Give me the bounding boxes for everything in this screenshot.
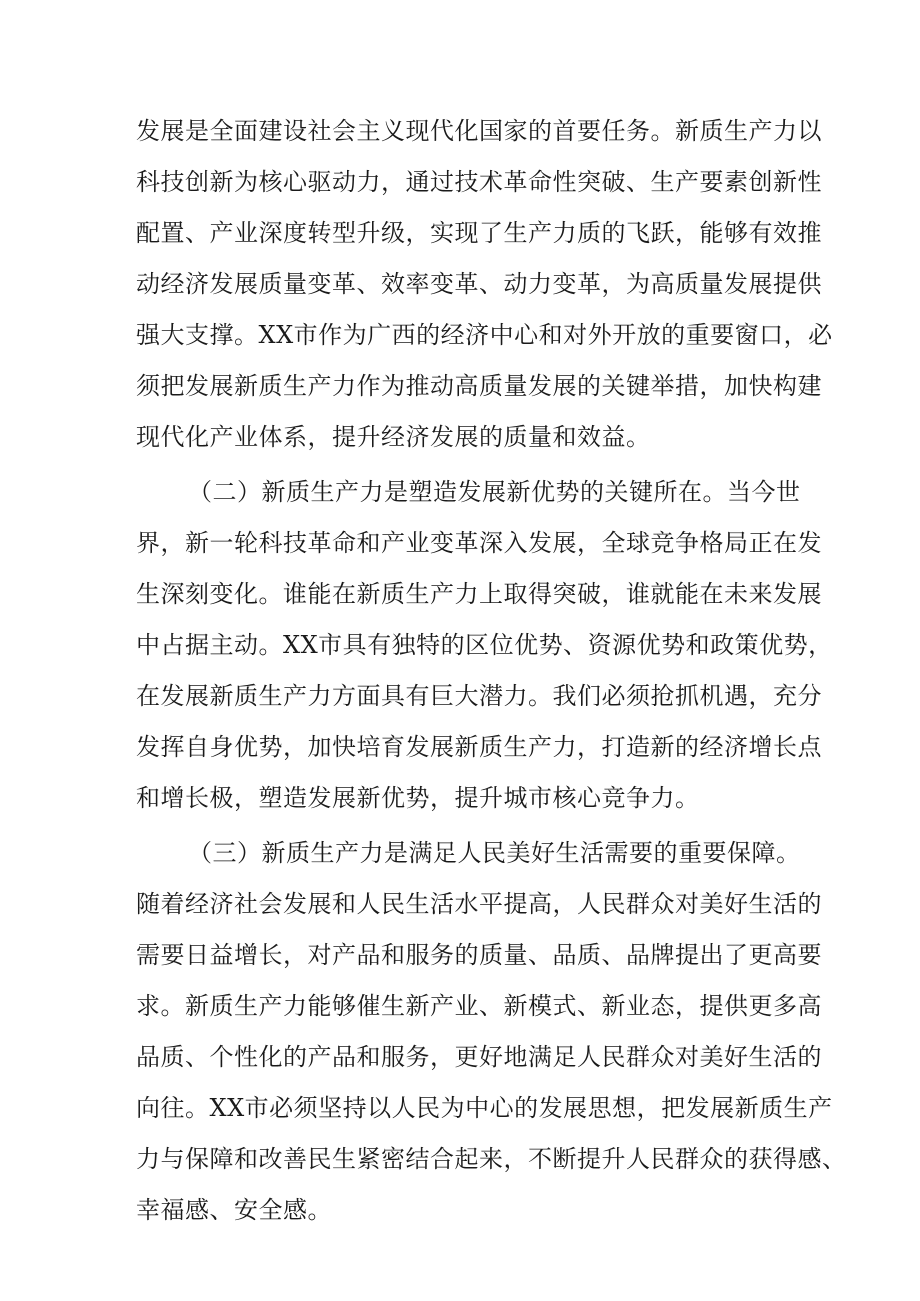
paragraph-3-line-6: 向往。XX市必须坚持以人民为中心的发展思想，把发展新质生产: [136, 1094, 833, 1122]
paragraph-2-line-6: 发挥自身优势，加快培育发展新质生产力，打造新的经济增长点: [136, 733, 822, 761]
paragraph-2-line-5: 在发展新质生产力方面具有巨大潜力。我们必须抢抓机遇，充分: [136, 682, 822, 710]
paragraph-3-line-2: 随着经济社会发展和人民生活水平提高，人民群众对美好生活的: [136, 890, 822, 918]
paragraph-3-line-1: （三）新质生产力是满足人民美好生活需要的重要保障。: [188, 839, 801, 867]
paragraph-2-line-7: 和增长极，塑造发展新优势，提升城市核心竞争力。: [136, 784, 700, 812]
paragraph-1-line-3: 配置、产业深度转型升级，实现了生产力质的飞跃，能够有效推: [136, 219, 822, 247]
paragraph-3-line-4: 求。新质生产力能够催生新产业、新模式、新业态，提供更多高: [136, 992, 822, 1020]
paragraph-3-line-7: 力与保障和改善民生紧密结合起来，不断提升人民群众的获得感、: [136, 1145, 847, 1173]
paragraph-2-line-2: 界，新一轮科技革命和产业变革深入发展，全球竞争格局正在发: [136, 529, 822, 557]
paragraph-3-line-3: 需要日益增长，对产品和服务的质量、品质、品牌提出了更高要: [136, 941, 822, 969]
paragraph-3-line-8: 幸福感、安全感。: [136, 1196, 332, 1224]
paragraph-1-line-2: 科技创新为核心驱动力，通过技术革命性突破、生产要素创新性: [136, 168, 822, 196]
paragraph-2-line-1: （二）新质生产力是塑造发展新优势的关键所在。当今世: [188, 478, 801, 506]
paragraph-1-line-4: 动经济发展质量变革、效率变革、动力变革，为高质量发展提供: [136, 270, 822, 298]
paragraph-1-line-7: 现代化产业体系，提升经济发展的质量和效益。: [136, 423, 651, 451]
paragraph-2-line-3: 生深刻变化。谁能在新质生产力上取得突破，谁就能在未来发展: [136, 580, 822, 608]
paragraph-2-line-4: 中占据主动。XX市具有独特的区位优势、资源优势和政策优势，: [136, 631, 833, 659]
paragraph-1-line-5: 强大支撑。XX市作为广西的经济中心和对外开放的重要窗口，必: [136, 321, 833, 349]
paragraph-1-line-1: 发展是全面建设社会主义现代化国家的首要任务。新质生产力以: [136, 117, 822, 145]
paragraph-3-line-5: 品质、个性化的产品和服务，更好地满足人民群众对美好生活的: [136, 1043, 822, 1071]
paragraph-1-line-6: 须把发展新质生产力作为推动高质量发展的关键举措，加快构建: [136, 372, 822, 400]
